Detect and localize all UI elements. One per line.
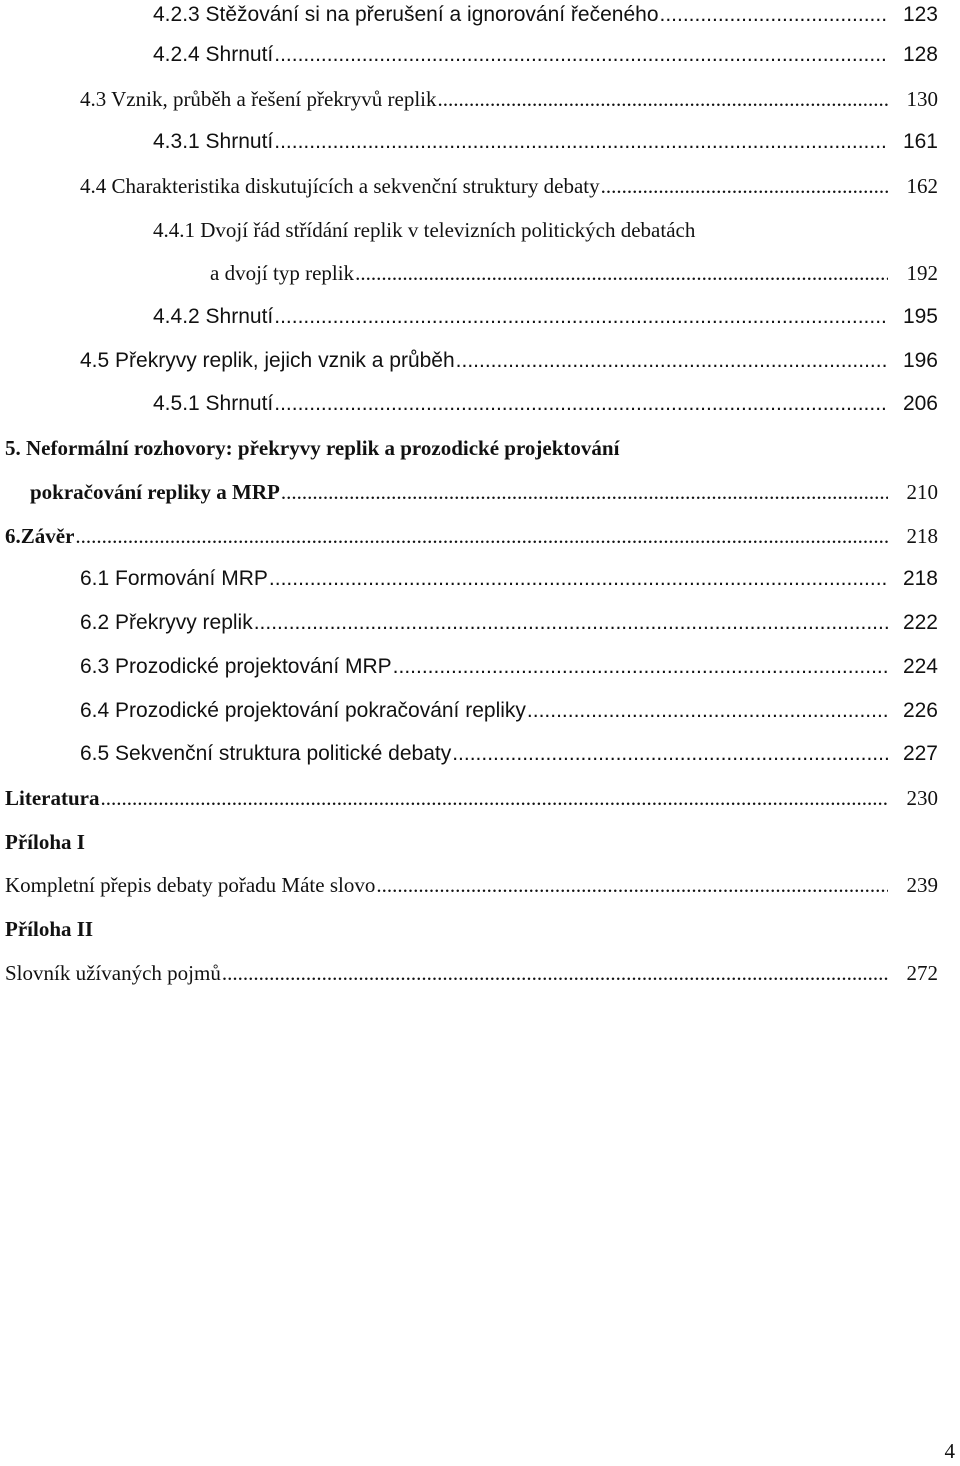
toc-entry-page: 226 — [902, 699, 938, 722]
toc-entry-title: 4.4.2 Shrnutí — [153, 305, 274, 328]
dot-leader — [269, 564, 888, 594]
dot-leader — [456, 346, 888, 376]
toc-entry[interactable] — [153, 302, 938, 332]
toc-entry-title-line[interactable]: 5. Neformální rozhovory: překryvy replik a prozodické projektování — [5, 436, 620, 460]
dot-leader — [274, 40, 888, 70]
toc-entry-page: 196 — [902, 349, 938, 372]
dot-leader — [281, 477, 888, 507]
toc-entry-title-line[interactable]: 4.4.1 Dvojí řád střídání replik v televizních politických debatách — [153, 218, 696, 242]
dot-leader — [393, 652, 888, 682]
toc-entry-page: 192 — [906, 261, 938, 285]
toc-entry[interactable] — [30, 477, 938, 507]
toc-entry-page: 128 — [902, 43, 938, 66]
toc-entry-page: 162 — [906, 174, 938, 198]
toc-entry-page: 195 — [902, 305, 938, 328]
toc-entry-page: 206 — [902, 392, 938, 415]
toc-entry-title: 6.5 Sekvenční struktura politické debaty — [80, 742, 452, 765]
dot-leader — [254, 608, 888, 638]
dot-leader — [355, 258, 888, 288]
toc-entry-title: 4.4 Charakteristika diskutujících a sekvenční struktury debaty — [80, 174, 600, 198]
toc-entry-page: 227 — [902, 742, 938, 765]
dot-leader — [452, 739, 888, 769]
page-number: 4 — [944, 1439, 955, 1463]
toc-entry[interactable] — [153, 0, 938, 30]
dot-leader — [601, 171, 888, 201]
toc-entry-page: 123 — [902, 3, 938, 26]
dot-leader — [660, 0, 889, 30]
dot-leader — [527, 696, 888, 726]
toc-entry[interactable] — [80, 652, 938, 682]
toc-entry[interactable] — [80, 171, 938, 201]
toc-entry-title: 6.1 Formování MRP — [80, 567, 268, 590]
toc-entry[interactable] — [5, 958, 938, 988]
toc-entry-page: 210 — [906, 480, 938, 504]
toc-entry[interactable] — [80, 346, 938, 376]
toc-entry[interactable] — [80, 696, 938, 726]
toc-entry-title: Literatura — [5, 786, 100, 810]
dot-leader — [222, 958, 888, 988]
dot-leader — [438, 84, 888, 114]
toc-entry-title: Slovník užívaných pojmů — [5, 961, 221, 985]
toc-entry[interactable] — [5, 521, 938, 551]
toc-entry-title: 4.5.1 Shrnutí — [153, 392, 274, 415]
toc-entry-title: a dvojí typ replik — [210, 261, 355, 285]
toc-entry-title: 6.3 Prozodické projektování MRP — [80, 655, 392, 678]
toc-entry-page: 239 — [906, 873, 938, 897]
toc-entry[interactable] — [5, 870, 938, 900]
toc-entry-title: pokračování repliky a MRP — [30, 480, 280, 504]
toc-entry[interactable] — [153, 389, 938, 419]
toc-entry-title: 4.2.3 Stěžování si na přerušení a ignorování řečeného — [153, 3, 659, 26]
toc-entry[interactable] — [153, 127, 938, 157]
toc-entry[interactable] — [80, 84, 938, 114]
dot-leader — [274, 127, 888, 157]
toc-entry-page: 230 — [906, 786, 938, 810]
dot-leader — [274, 302, 888, 332]
dot-leader — [75, 521, 888, 551]
dot-leader — [274, 389, 888, 419]
toc-entry-page: 218 — [902, 567, 938, 590]
toc-entry-page: 224 — [902, 655, 938, 678]
toc-entry[interactable] — [5, 783, 938, 813]
toc-entry-title: 6.2 Překryvy replik — [80, 611, 253, 634]
toc-entry-title: 4.3 Vznik, průběh a řešení překryvů replik — [80, 87, 437, 111]
toc-entry-title: 6.4 Prozodické projektování pokračování repliky — [80, 699, 526, 722]
toc-entry-page: 272 — [906, 961, 938, 985]
toc-entry-title: 4.2.4 Shrnutí — [153, 43, 274, 66]
toc-entry-page: 161 — [902, 130, 938, 153]
toc-entry-page: 218 — [906, 524, 938, 548]
toc-entry[interactable] — [80, 564, 938, 594]
toc-entry[interactable] — [80, 739, 938, 769]
toc-entry[interactable] — [210, 258, 938, 288]
toc-entry-title: 4.3.1 Shrnutí — [153, 130, 274, 153]
toc-entry-page: 130 — [906, 87, 938, 111]
toc-entry[interactable] — [153, 40, 938, 70]
dot-leader — [100, 783, 888, 813]
appendix-heading[interactable]: Příloha II — [5, 917, 94, 941]
dot-leader — [376, 870, 888, 900]
toc-entry-page: 222 — [902, 611, 938, 634]
toc-entry[interactable] — [80, 608, 938, 638]
toc-entry-title: Kompletní přepis debaty pořadu Máte slovo — [5, 873, 376, 897]
appendix-heading[interactable]: Příloha I — [5, 830, 85, 854]
toc-entry-title: 4.5 Překryvy replik, jejich vznik a průběh — [80, 349, 455, 372]
toc-entry-title: 6.Závěr — [5, 524, 75, 548]
